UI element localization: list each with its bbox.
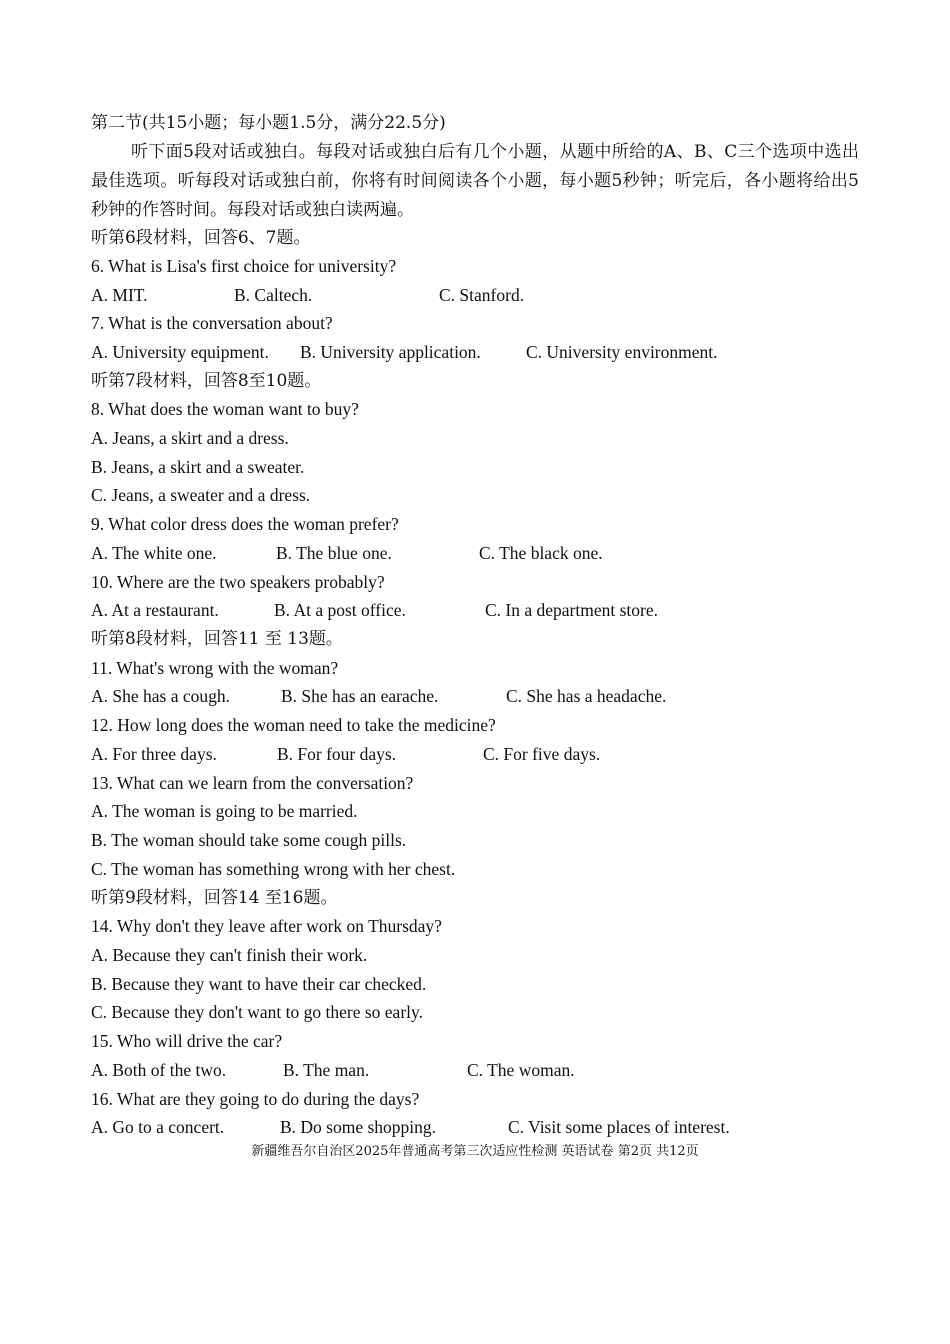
instructions: 听下面5段对话或独白。每段对话或独白后有几个小题，从题中所给的A、B、C三个选项中选出最佳选项。听每段对话或独白前，你将有时间阅读各个小题，每小题5秒钟；听完后，各小题将给出5秒钟的作答时间。每段对话或独白读两遍。 xyxy=(91,142,859,220)
passage-9-heading: 听第9段材料，回答14 至16题。 xyxy=(91,888,338,908)
q12-option-a: A. For three days. xyxy=(91,744,217,764)
question-12: 12. How long does the woman need to take the medicine? xyxy=(91,715,496,735)
question-9: 9. What color dress does the woman prefer? xyxy=(91,514,399,534)
page-footer: 新疆维吾尔自治区2025年普通高考第三次适应性检测 英语试卷 第2页 共12页 xyxy=(251,1144,699,1159)
question-13: 13. What can we learn from the conversation? xyxy=(91,773,414,793)
q9-option-c: C. The black one. xyxy=(479,543,603,563)
q6-option-b: B. Caltech. xyxy=(234,285,313,305)
q11-option-c: C. She has a headache. xyxy=(506,686,667,706)
q8-option-c: C. Jeans, a sweater and a dress. xyxy=(91,485,311,505)
q14-option-c: C. Because they don't want to go there so early. xyxy=(91,1002,423,1022)
q9-option-a: A. The white one. xyxy=(91,543,217,563)
q16-option-b: B. Do some shopping. xyxy=(280,1117,437,1137)
passage-6-heading: 听第6段材料，回答6、7题。 xyxy=(91,228,311,248)
q13-option-b: B. The woman should take some cough pills. xyxy=(91,830,407,850)
q12-option-c: C. For five days. xyxy=(483,744,601,764)
q6-option-c: C. Stanford. xyxy=(439,285,525,305)
q13-option-a: A. The woman is going to be married. xyxy=(91,801,358,821)
q10-option-a: A. At a restaurant. xyxy=(91,600,219,620)
q15-option-c: C. The woman. xyxy=(467,1060,575,1080)
q10-option-c: C. In a department store. xyxy=(485,600,659,620)
section-header: 第二节(共15小题；每小题1.5分，满分22.5分) xyxy=(91,113,446,133)
question-10: 10. Where are the two speakers probably? xyxy=(91,572,385,592)
question-11: 11. What's wrong with the woman? xyxy=(91,658,339,678)
q12-option-b: B. For four days. xyxy=(277,744,397,764)
q8-option-b: B. Jeans, a skirt and a sweater. xyxy=(91,457,305,477)
q10-option-b: B. At a post office. xyxy=(274,600,406,620)
question-7: 7. What is the conversation about? xyxy=(91,313,333,333)
q9-option-b: B. The blue one. xyxy=(276,543,392,563)
q11-option-b: B. She has an earache. xyxy=(281,686,439,706)
q15-option-b: B. The man. xyxy=(283,1060,370,1080)
question-15: 15. Who will drive the car? xyxy=(91,1031,283,1051)
passage-7-heading: 听第7段材料，回答8至10题。 xyxy=(91,371,322,391)
q6-option-a: A. MIT. xyxy=(91,285,148,305)
q7-option-b: B. University application. xyxy=(300,342,481,362)
q8-option-a: A. Jeans, a skirt and a dress. xyxy=(91,428,289,448)
q16-option-c: C. Visit some places of interest. xyxy=(508,1117,730,1137)
q11-option-a: A. She has a cough. xyxy=(91,686,231,706)
question-8: 8. What does the woman want to buy? xyxy=(91,399,359,419)
q14-option-a: A. Because they can't finish their work. xyxy=(91,945,368,965)
q13-option-c: C. The woman has something wrong with her chest. xyxy=(91,859,456,879)
question-6: 6. What is Lisa's first choice for university? xyxy=(91,256,397,276)
q15-option-a: A. Both of the two. xyxy=(91,1060,227,1080)
q7-option-c: C. University environment. xyxy=(526,342,718,362)
q7-option-a: A. University equipment. xyxy=(91,342,269,362)
question-14: 14. Why don't they leave after work on Thursday? xyxy=(91,916,442,936)
q14-option-b: B. Because they want to have their car checked. xyxy=(91,974,427,994)
q16-option-a: A. Go to a concert. xyxy=(91,1117,225,1137)
passage-8-heading: 听第8段材料，回答11 至 13题。 xyxy=(91,629,343,649)
question-16: 16. What are they going to do during the days? xyxy=(91,1089,420,1109)
